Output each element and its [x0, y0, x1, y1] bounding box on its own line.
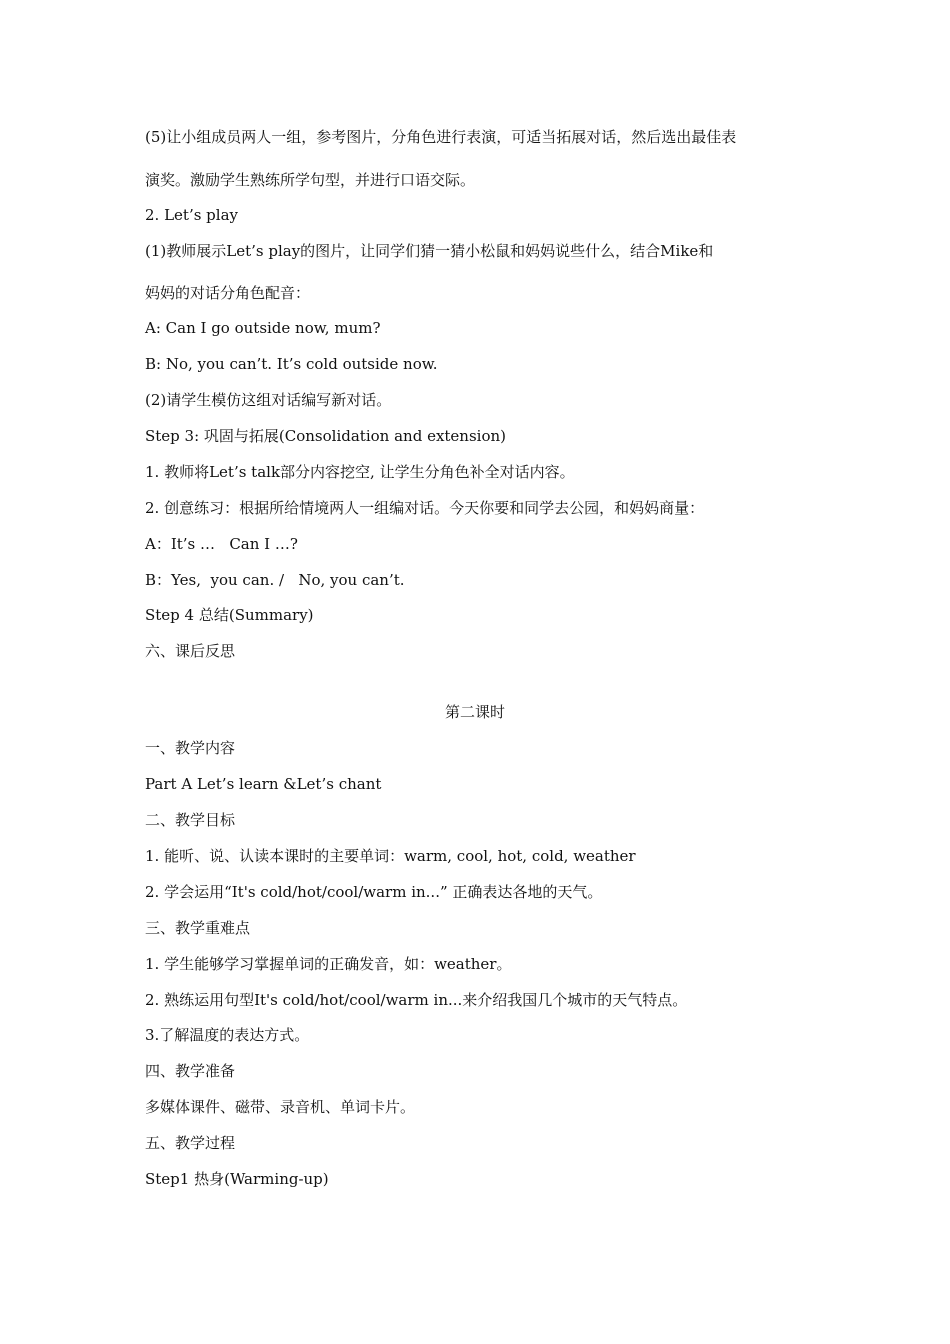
dialogue-template-a: A：It’s … Can I …? — [145, 535, 298, 553]
heading-lets-play: 2. Let’s play — [145, 206, 238, 224]
list-item-step3-1: 1. 教师将Let’s talk部分内容挖空, 让学生分角色补全对话内容。 — [145, 463, 575, 481]
paragraph-part-a: Part A Let’s learn &Let’s chant — [145, 775, 382, 793]
heading-step-1: Step1 热身(Warming-up) — [145, 1170, 329, 1188]
paragraph-preparation: 多媒体课件、磁带、录音机、单词卡片。 — [145, 1098, 416, 1116]
paragraph-role-play-line-2: 演奖。激励学生熟练所学句型，并进行口语交际。 — [145, 171, 476, 189]
heading-step-3: Step 3: 巩固与拓展(Consolidation and extension) — [145, 427, 507, 445]
section-heading-reflection: 六、课后反思 — [145, 642, 236, 660]
dialogue-template-b: B：Yes, you can. / No, you can’t. — [145, 571, 405, 589]
lesson-title: 第二课时 — [444, 703, 505, 721]
section-heading-preparation: 四、教学准备 — [145, 1062, 236, 1080]
list-item-objective-1: 1. 能听、说、认读本课时的主要单词：warm, cool, hot, cold, weather — [145, 847, 636, 865]
heading-step-4: Step 4 总结(Summary) — [145, 606, 314, 624]
list-item-key-point-2: 2. 熟练运用句型It's cold/hot/cool/warm in...来介绍我国几个城市的天气特点。 — [145, 991, 688, 1009]
section-heading-process: 五、教学过程 — [145, 1134, 236, 1152]
section-heading-content: 一、教学内容 — [145, 739, 236, 757]
list-item-key-point-3: 3.了解温度的表达方式。 — [145, 1026, 310, 1044]
list-item-objective-2: 2. 学会运用“It's cold/hot/cool/warm in...” 正确表达各地的天气。 — [145, 883, 603, 901]
section-heading-key-points: 三、教学重难点 — [145, 919, 251, 937]
dialogue-b: B: No, you can’t. It’s cold outside now. — [145, 355, 438, 373]
paragraph-role-play-line-1: (5)让小组成员两人一组，参考图片，分角色进行表演，可适当拓展对话，然后选出最佳表 — [145, 128, 737, 146]
list-item-key-point-1: 1. 学生能够学习掌握单词的正确发音，如：weather。 — [145, 955, 512, 973]
paragraph-imitate: (2)请学生模仿这组对话编写新对话。 — [145, 391, 392, 409]
paragraph-show-picture-line-2: 妈妈的对话分角色配音： — [145, 284, 311, 302]
paragraph-show-picture-line-1: (1)教师展示Let’s play的图片，让同学们猜一猜小松鼠和妈妈说些什么，结合Mike和 — [145, 242, 714, 260]
section-heading-objectives: 二、教学目标 — [145, 811, 236, 829]
list-item-step3-2: 2. 创意练习：根据所给情境两人一组编对话。今天你要和同学去公园，和妈妈商量： — [145, 499, 705, 517]
dialogue-a: A: Can I go outside now, mum? — [145, 319, 381, 337]
